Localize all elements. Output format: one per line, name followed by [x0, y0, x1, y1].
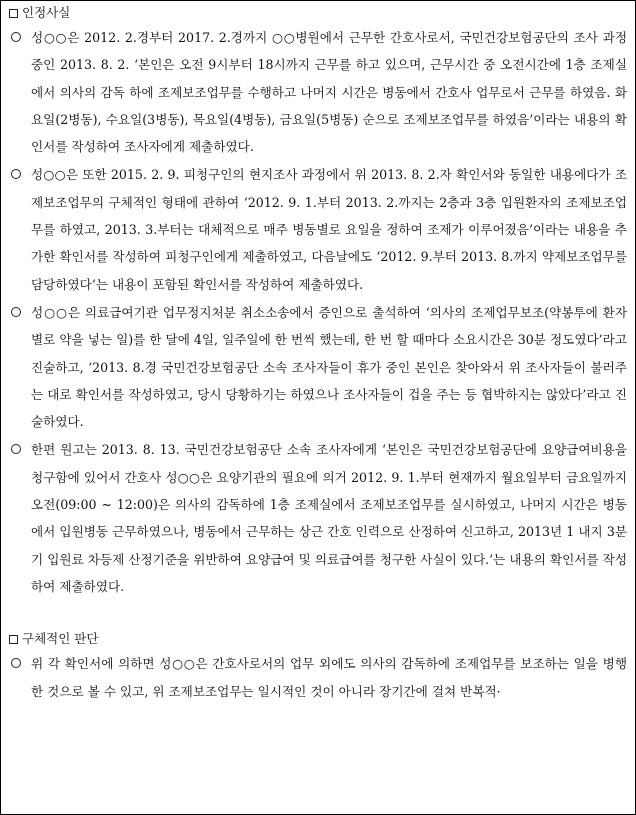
checkbox-square-icon	[9, 9, 18, 18]
paragraph	[9, 161, 627, 297]
paragraph	[9, 24, 627, 160]
section-heading-text: 인정사실	[22, 5, 71, 20]
paragraph-text: 한편 원고는 2013. 8. 13. 국민건강보험공단 소속 조사자에게 ‘본인은 국민건강보험공단에 요양급여비용을 청구함에 있어서 간호사 성○○은 요양기관의 필요에 의거 2012. 9. 1.부터 현재까지 월요일부터 금요일까지 오전(09:00 ~ 12:00)은 의사의 감독하에 1층 조제실에서 조제보조업무를 실시하였고, 나머지 시간은 병동에서 입원병동 근무하였으나, 병동에서 근무하는 상근 간호 인력으로 산정하여 신고하고, 2013년 1 내지 3분기 입원료 차등제 산정기준을 위반하여 요양급여 및 의료급여를 청구한 사실이 있다.’는 내용의 확인서를 작성하여 제출하였다.	[31, 442, 627, 594]
section-heading-findings	[9, 3, 627, 23]
section-spacer	[9, 601, 627, 629]
paragraph	[9, 650, 627, 705]
circle-bullet-icon	[11, 32, 21, 42]
paragraph-text: 성○○은 의료급여기관 업무정지처분 취소소송에서 증인으로 출석하여 ‘의사의 조제업무보조(약봉투에 환자별로 약을 넣는 일)를 한 달에 4일, 일주일에 한 번씩 했는데, 한 번 할 때마다 소요시간은 30분 정도였다’라고 진술하고, ‘2013. 8.경 국민건강보험공단 소속 조사자들이 휴가 중인 본인은 찾아와서 위 조사자들이 불러주는 대로 확인서를 작성하였고, 당시 당황하기는 하였으나 조사자들이 겁을 주는 등 협박하지는 않았다’라고 진술하였다.	[31, 304, 627, 430]
circle-bullet-icon	[11, 658, 21, 668]
section-heading-judgment	[9, 629, 627, 649]
checkbox-square-icon	[9, 635, 18, 644]
paragraph-text: 위 각 확인서에 의하면 성○○은 간호사로서의 업무 외에도 의사의 감독하에 조제업무를 보조하는 일을 병행한 것으로 볼 수 있고, 위 조제보조업무는 일시적인 것이 아니라 장기간에 걸쳐 반복적·	[31, 656, 627, 699]
section-heading-text: 구체적인 판단	[22, 631, 99, 647]
paragraph-text: 성○○은 2012. 2.경부터 2017. 2.경까지 ○○병원에서 근무한 간호사로서, 국민건강보험공단의 조사 과정 중인 2013. 8. 2. ‘본인은 오전 9시부터 18시까지 근무를 하고 있으며, 근무시간 중 오전시간에 1층 조제실에서 의사의 감독 하에 조제보조업무를 수행하고 나머지 시간은 병동에서 간호사 업무로서 근무를 하였음. 화요일(2병동), 수요일(3병동), 목요일(4병동), 금요일(5병동) 순으로 조제보조업무를 하였음’이라는 내용의 확인서를 작성하여 조사자에게 제출하였다.	[31, 30, 627, 155]
circle-bullet-icon	[11, 307, 21, 317]
paragraph	[9, 436, 627, 600]
circle-bullet-icon	[11, 169, 21, 179]
paragraph	[9, 299, 627, 435]
document-content	[1, 1, 635, 705]
circle-bullet-icon	[11, 444, 21, 454]
paragraph-text: 성○○은 또한 2015. 2. 9. 피청구인의 현지조사 과정에서 위 2013. 8. 2.자 확인서와 동일한 내용에다가 조제보조업무의 구체적인 형태에 관하여 ‘2012. 9. 1.부터 2013. 2.까지는 2층과 3층 입원환자의 조제보조업무를 하였고, 2013. 3.부터는 대체적으로 매주 병동별로 요일을 정하여 조제가 이루어졌음’이라는 내용을 추가한 확인서를 작성하여 피청구인에게 제출하였고, 다음날에도 ‘2012. 9.부터 2013. 8.까지 약제보조업무를 담당하였다’는 내용이 포함된 확인서를 작성하여 제출하였다.	[31, 167, 627, 292]
